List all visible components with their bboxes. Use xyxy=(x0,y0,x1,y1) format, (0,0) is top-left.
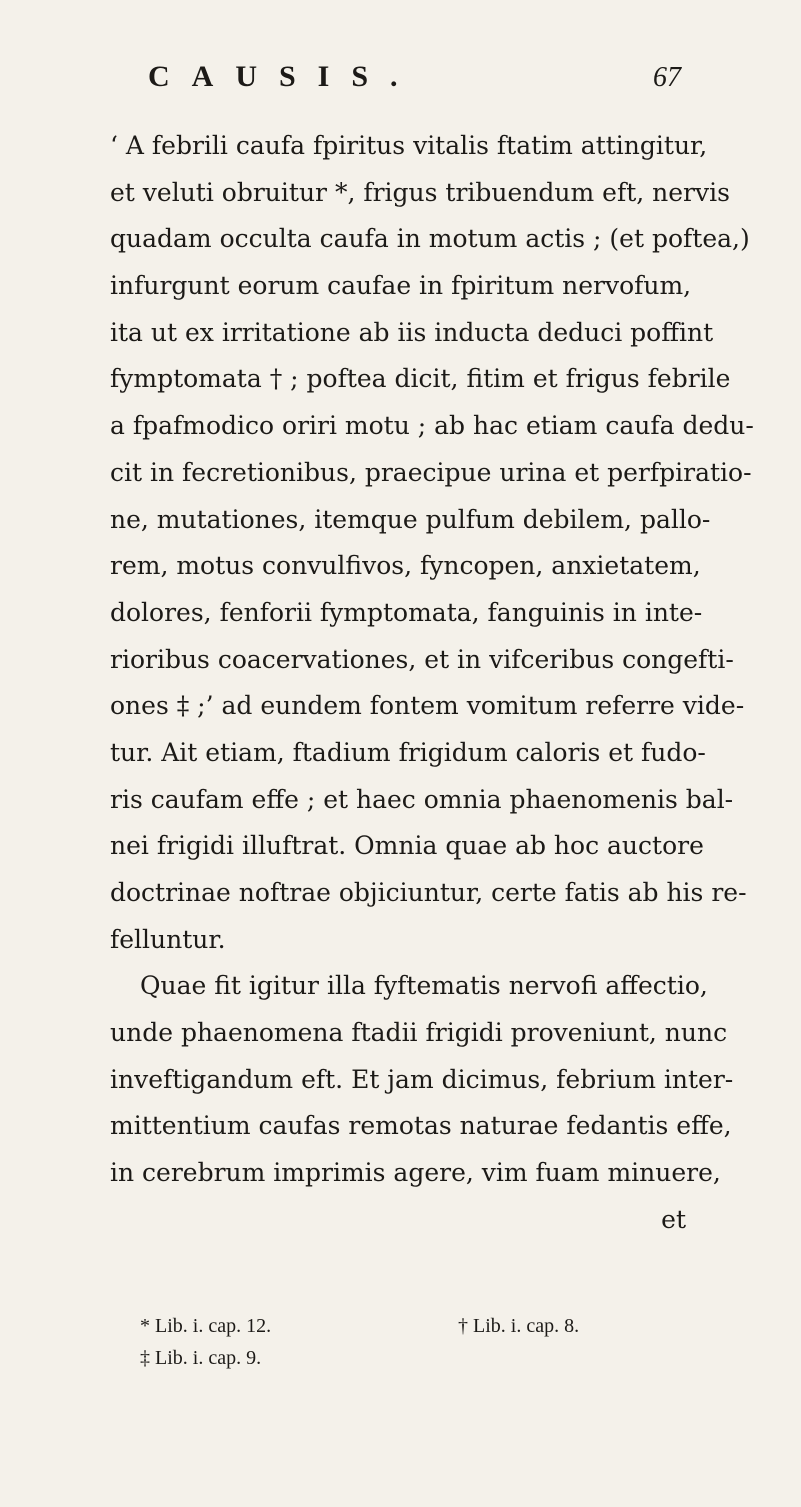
text-line: infurgunt eorum caufae in fpiritum nervofum, xyxy=(110,271,692,301)
running-head xyxy=(0,60,801,110)
text-line: inveftigandum eft. Et jam dicimus, febrium inter- xyxy=(110,1064,734,1094)
text-line: cit in fecretionibus, praecipue urina et perfpiratio- xyxy=(110,457,752,487)
text-line: quadam occulta caufa in motum actis ; (et poftea,) xyxy=(110,224,750,254)
text-line: rem, motus convulfivos, fyncopen, anxietatem, xyxy=(110,551,701,581)
text-line: doctrinae noftrae objiciuntur, certe fatis ab his re- xyxy=(110,878,747,907)
text-line: et veluti obruitur *, frigus tribuendum eft, nervis xyxy=(110,177,730,207)
footnote-double-dagger: ‡ Lib. i. cap. 9. xyxy=(140,1347,262,1369)
footnotes xyxy=(140,1310,700,1374)
text-line: Quae fit igitur illa fyftematis nervofi affectio, xyxy=(140,971,708,1001)
running-title: CAUSIS. xyxy=(148,60,420,93)
catchword: et xyxy=(661,1204,686,1234)
text-line: a fpafmodico oriri motu ; ab hac etiam caufa dedu- xyxy=(110,411,754,441)
footnote-dagger: † Lib. i. cap. 8. xyxy=(458,1315,580,1337)
footnote-asterisk: * Lib. i. cap. 12. xyxy=(140,1315,272,1337)
text-line: ris caufam effe ; et haec omnia phaenomenis bal- xyxy=(110,784,734,814)
text-line: ne, mutationes, itemque pulfum debilem, pallo- xyxy=(110,504,711,534)
page-number: 67 xyxy=(653,62,681,93)
text-line: ‘ A febrili caufa fpiritus vitalis ftatim attingitur, xyxy=(110,131,708,160)
text-line: unde phaenomena ftadii frigidi proveniunt, nunc xyxy=(110,1018,728,1048)
text-line: ones ‡ ;’ ad eundem fontem vomitum referre vide- xyxy=(110,691,745,721)
text-line: felluntur. xyxy=(110,924,226,954)
body-text xyxy=(110,123,754,1244)
text-line: nei frigidi illuftrat. Omnia quae ab hoc auctore xyxy=(110,831,704,861)
footnote-row xyxy=(140,1342,700,1374)
text-line: dolores, fenforii fymptomata, fanguinis in inte- xyxy=(110,597,703,627)
text-line: fymptomata † ; poftea dicit, fitim et frigus febrile xyxy=(110,364,731,394)
text-line: rioribus coacervationes, et in vifceribus congefti- xyxy=(110,644,734,674)
text-line: in cerebrum imprimis agere, vim fuam minuere, xyxy=(110,1158,721,1188)
text-line: ita ut ex irritatione ab iis inducta deduci poffint xyxy=(110,317,714,347)
text-line: mittentium caufas remotas naturae fedantis effe, xyxy=(110,1111,732,1141)
footnote-row xyxy=(140,1310,700,1342)
text-line: tur. Ait etiam, ftadium frigidum caloris et fudo- xyxy=(110,737,706,767)
